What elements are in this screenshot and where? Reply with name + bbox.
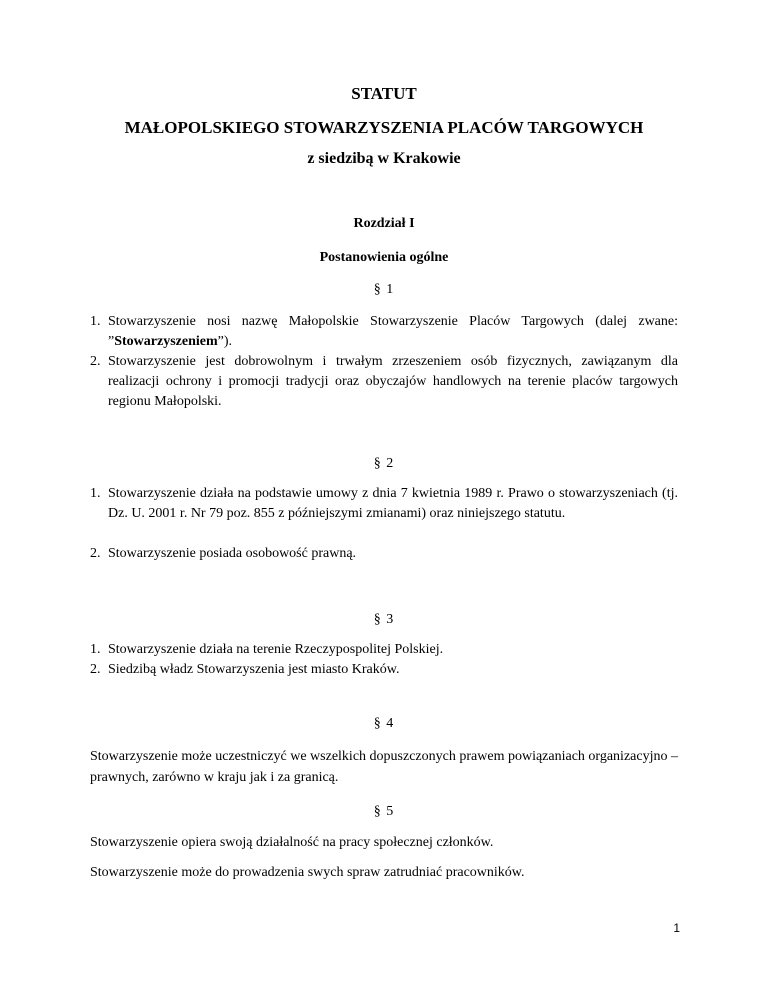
list-item [90,544,678,564]
list-item [90,312,678,352]
item-number: 2. [90,662,101,677]
document-subtitle: MAŁOPOLSKIEGO STOWARZYSZENIA PLACÓW TARGOWYCH [124,118,644,137]
chapter-name: Postanowienia ogólne [319,250,449,265]
item-text: Stowarzyszenie posiada osobowość prawną. [108,546,357,561]
list-item [90,484,678,524]
document-seat: z siedzibą w Krakowie [307,150,461,167]
section-paragraph: Stowarzyszenie może uczestniczyć we wszelkich dopuszczonych prawem powiązaniach organizacyjno – prawnych, zarówno w kraju jak i za granicą. [90,749,678,785]
chapter-label: Rozdział I [353,216,415,231]
section-paragraph: Stowarzyszenie może do prowadzenia swych spraw zatrudniać pracowników. [90,865,525,880]
section-sign: § 5 [373,804,395,819]
page-number: 1 [673,921,680,935]
item-text: Stowarzyszenie jest dobrowolnym i trwałym zrzeszeniem osób fizycznych, zawiązanym dla realizacji ochrony i promocji tradycji oraz obyczajów handlowych na terenie placów targowych regionu Małopolski. [108,354,678,409]
item-text: Stowarzyszenie działa na podstawie umowy z dnia 7 kwietnia 1989 r. Prawo o stowarzyszeniach (tj. Dz. U. 2001 r. Nr 79 poz. 855 z późniejszymi zmianami) oraz niniejszego statutu. [108,486,678,521]
section-sign: § 3 [373,612,395,627]
list-item [90,640,678,660]
item-text: Stowarzyszenie nosi nazwę Małopolskie Stowarzyszenie Placów Targowych (dalej zwane: ”Stowarzyszeniem”). [108,314,678,349]
section-sign: § 1 [373,282,395,297]
item-text: Siedzibą władz Stowarzyszenia jest miasto Kraków. [108,662,400,677]
defined-term: Stowarzyszeniem [114,334,218,349]
section-sign: § 4 [373,716,395,731]
item-number: 1. [90,486,101,501]
item-number: 2. [90,354,101,369]
item-number: 1. [90,314,101,329]
section-paragraph: Stowarzyszenie opiera swoją działalność na pracy społecznej członków. [90,835,494,850]
section-sign: § 2 [373,456,395,471]
item-number: 1. [90,642,101,657]
item-number: 2. [90,546,101,561]
item-text: Stowarzyszenie działa na terenie Rzeczypospolitej Polskiej. [108,642,444,657]
document-title: STATUT [351,84,417,103]
list-item [90,352,678,412]
list-item [90,660,678,680]
